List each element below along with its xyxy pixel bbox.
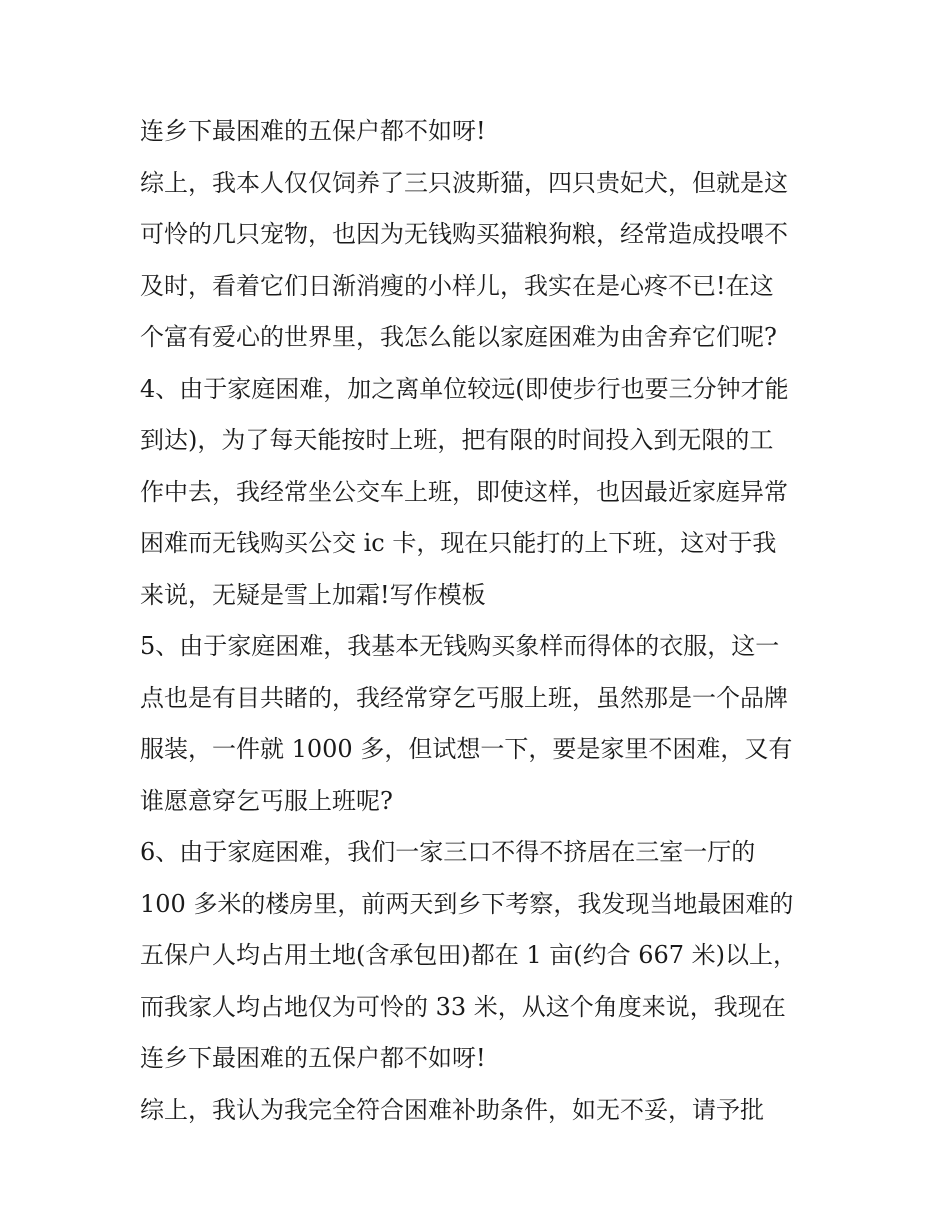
text-line: 100 多米的楼房里，前两天到乡下考察，我发现当地最困难的 — [140, 889, 794, 918]
text-line: 连乡下最困难的五保户都不如呀! — [140, 1044, 486, 1072]
text-line: 个富有爱心的世界里，我怎么能以家庭困难为由舍弃它们呢? — [140, 323, 777, 351]
text-line: 可怜的几只宠物，也因为无钱购买猫粮狗粮，经常造成投喂不 — [140, 220, 788, 248]
text-line: 及时，看着它们日渐消瘦的小样儿，我实在是心疼不已!在这 — [140, 271, 774, 300]
text-line: 作中去，我经常坐公交车上班，即使这样，也因最近家庭异常 — [140, 477, 788, 506]
text-line: 困难而无钱购买公交 ic 卡，现在只能打的上下班，这对于我 — [140, 529, 777, 557]
text-line: 服装，一件就 1000 多，但试想一下，要是家里不困难，又有 — [140, 735, 793, 763]
document-body — [140, 106, 830, 1136]
text-line: 5、由于家庭困难，我基本无钱购买象样而得体的衣服，这一 — [140, 632, 780, 660]
text-line: 来说，无疑是雪上加霜!写作模板 — [140, 580, 486, 609]
text-line: 综上，我认为我完全符合困难补助条件，如无不妥，请予批 — [140, 1095, 764, 1124]
text-line: 6、由于家庭困难，我们一家三口不得不挤居在三室一厅的 — [140, 838, 756, 866]
text-line: 4、由于家庭困难，加之离单位较远(即使步行也要三分钟才能 — [140, 374, 789, 403]
text-line: 到达)，为了每天能按时上班，把有限的时间投入到无限的工 — [140, 426, 774, 454]
text-line: 点也是有目共睹的，我经常穿乞丐服上班，虽然那是一个品牌 — [140, 683, 788, 712]
text-line: 五保户人均占用土地(含承包田)都在 1 亩(约合 667 米)以上， — [140, 941, 798, 969]
text-line: 综上，我本人仅仅饲养了三只波斯猫，四只贵妃犬，但就是这 — [140, 168, 788, 197]
text-line: 谁愿意穿乞丐服上班呢? — [140, 786, 393, 815]
text-line: 而我家人均占地仅为可怜的 33 米，从这个角度来说，我现在 — [140, 992, 786, 1021]
text-line: 连乡下最困难的五保户都不如呀! — [140, 117, 486, 145]
